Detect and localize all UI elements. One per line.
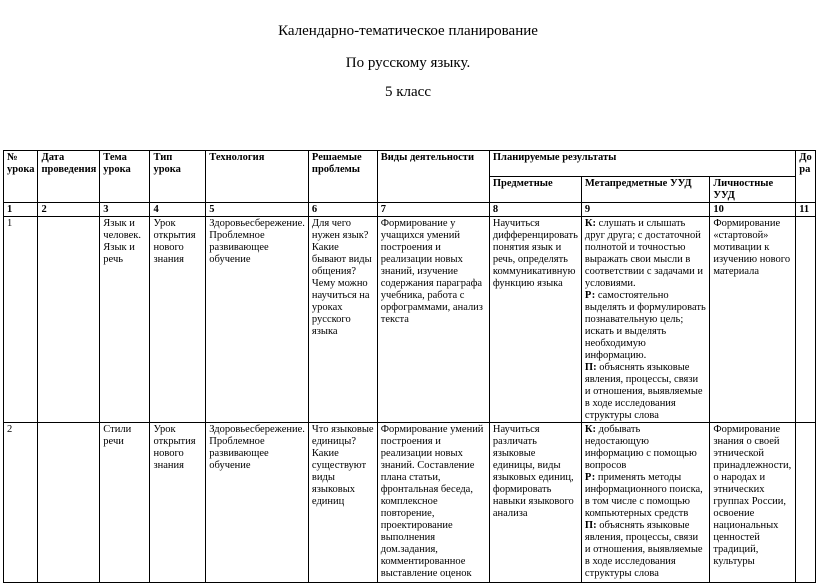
cell-activities: Формирование у учащихся умений построения и реализации новых знаний, изучение содержания параграфа учебника, работа с орфограммами, анализ текста: [377, 217, 489, 423]
page-subtitle-grade: 5 класс: [385, 84, 431, 100]
page-subtitle-subject: По русскому языку.: [345, 55, 471, 71]
column-number: 10: [710, 203, 796, 217]
cell-subject-results: Научиться различать языковые единицы, виды языковых единиц, формировать навыки языкового анализа: [489, 423, 581, 583]
label-communicative: К:: [584, 218, 597, 229]
cell-topic: Язык и человек. Язык и речь: [100, 217, 150, 423]
label-communicative: К:: [584, 424, 597, 435]
column-number: 3: [100, 203, 150, 217]
cell-lesson-type: Урок открытия нового знания: [150, 217, 206, 423]
col-header-date: Дата проведения: [38, 151, 100, 203]
column-number: 8: [489, 203, 581, 217]
text-communicative: добывать недостающую информацию с помощью вопросов: [584, 424, 697, 471]
col-header-topic: Тема урока: [100, 151, 150, 203]
cell-lesson-number: 2: [4, 423, 38, 583]
col-header-personal-results: Личностные УУД: [710, 177, 796, 203]
cell-topic: Стили речи: [100, 423, 150, 583]
column-numbers-row: [4, 203, 816, 217]
table-row: [4, 423, 816, 583]
text-regulative: применять методы информационного поиска, в том числе с помощью компьютерных средств: [584, 472, 703, 519]
label-cognitive: П:: [584, 362, 597, 373]
column-number: 7: [377, 203, 489, 217]
cell-technology: Здоровьесбережение. Проблемное развивающее обучение: [206, 423, 309, 583]
page-title: Календарно-тематическое планирование: [278, 23, 538, 39]
cell-extra: [796, 423, 816, 583]
text-cognitive: объяснять языковые явления, процессы, связи и отношения, выявляемые в ходе исследования структуры слова: [584, 362, 703, 421]
col-header-lesson-type: Тип урока: [150, 151, 206, 203]
cell-activities: Формирование умений построения и реализации новых знаний. Составление плана статьи, фронтальная беседа, комплексное повторение, проектирование выполнения дом.задания, комментированное выставление оценок: [377, 423, 489, 583]
cell-extra: [796, 217, 816, 423]
col-header-problems: Решаемые проблемы: [308, 151, 377, 203]
column-number: 2: [38, 203, 100, 217]
col-header-lesson-number: № урока: [4, 151, 38, 203]
column-number: 6: [308, 203, 377, 217]
cell-meta-results: [581, 217, 709, 423]
label-regulative: Р:: [584, 290, 596, 301]
cell-personal-results: Формирование знания о своей этнической принадлежности, о народах и этнических группах России, освоение национальных ценностей традиций, культуры: [710, 423, 796, 583]
column-number: 9: [581, 203, 709, 217]
column-number: 11: [796, 203, 816, 217]
label-cognitive: П:: [584, 520, 597, 531]
col-header-technology: Технология: [206, 151, 309, 203]
column-number: 1: [4, 203, 38, 217]
col-header-planned-results: Планируемые результаты: [489, 151, 795, 177]
table-header-row: [4, 151, 816, 177]
cell-meta-results: [581, 423, 709, 583]
cell-date: [38, 217, 100, 423]
text-communicative: слушать и слышать друг друга; с достаточной полнотой и точностью выражать свои мысли в соответствии с задачами и условиями.: [584, 218, 703, 289]
text-cognitive: объяснять языковые явления, процессы, связи и отношения, выявляемые в ходе исследования структуры слова: [584, 520, 703, 579]
cell-date: [38, 423, 100, 583]
cell-lesson-type: Урок открытия нового знания: [150, 423, 206, 583]
label-regulative: Р:: [584, 472, 596, 483]
planning-table: [3, 150, 816, 583]
col-header-subject-results: Предметные: [489, 177, 581, 203]
cell-subject-results: Научиться дифференцировать понятия язык и речь, определять коммуникативную функцию языка: [489, 217, 581, 423]
cell-problems: Что языковые единицы? Какие существуют виды языковых единиц: [308, 423, 377, 583]
column-number: 5: [206, 203, 309, 217]
table-row: [4, 217, 816, 423]
column-number: 4: [150, 203, 206, 217]
col-header-meta-results: Метапредметные УУД: [581, 177, 709, 203]
col-header-extra: До ра: [796, 151, 816, 203]
cell-technology: Здоровьесбережение. Проблемное развивающее обучение: [206, 217, 309, 423]
col-header-activities: Виды деятельности: [377, 151, 489, 203]
cell-lesson-number: 1: [4, 217, 38, 423]
cell-problems: Для чего нужен язык? Какие бывают виды общения? Чему можно научиться на уроках русского языка: [308, 217, 377, 423]
cell-personal-results: Формирование «стартовой» мотивации к изучению нового материала: [710, 217, 796, 423]
text-regulative: самостоятельно выделять и формулировать познавательную цель; искать и выделять необходимую информацию.: [584, 290, 706, 361]
